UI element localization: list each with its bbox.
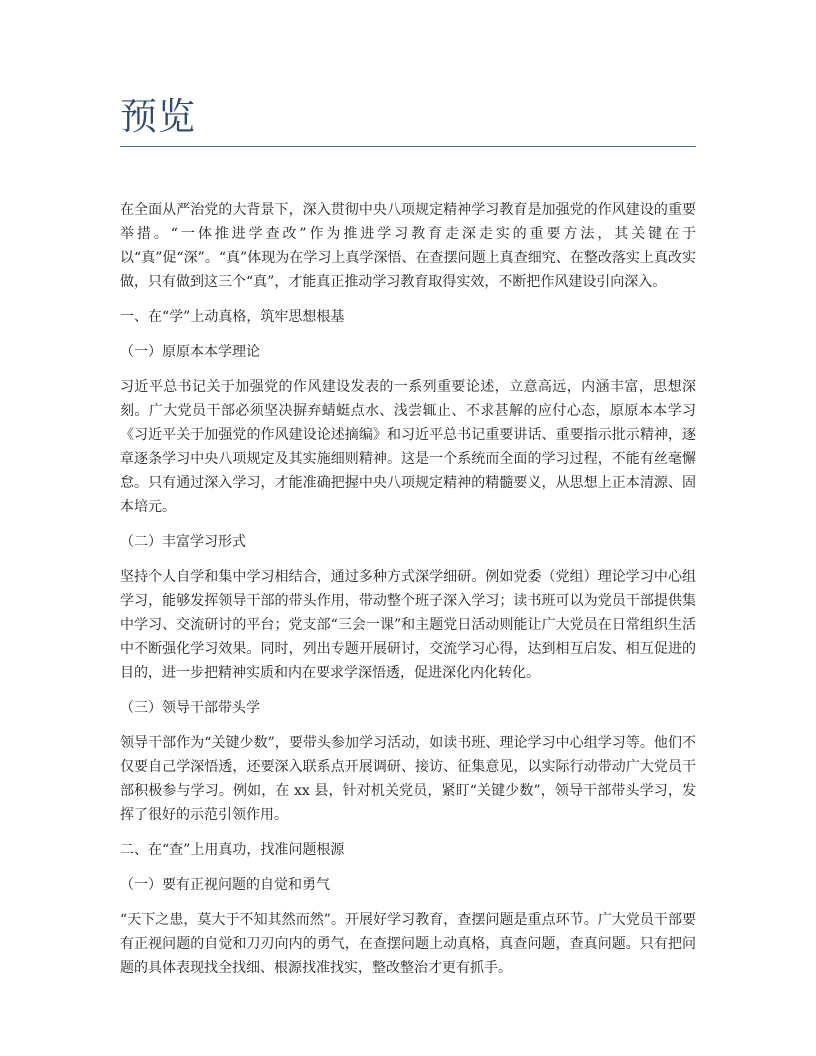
section-heading-2: 二、在“查”上用真功，找准问题根源 (120, 842, 345, 858)
subsection-heading-1-3: （三）领导干部带头学 (120, 700, 260, 716)
subsection-heading-1-1: （一）原原本本学理论 (120, 344, 260, 360)
document-title: 预览 (120, 95, 196, 138)
subsection-heading-1-2: （二）丰富学习形式 (120, 534, 246, 550)
paragraph-2-1: “天下之患，莫大于不知其然而然”。开展好学习教育，查摆问题是重点环节。广大党员干部要有正视问题的自觉和刀刃向内的勇气，在查摆问题上动真格，真查问题，查真问题。只有把问题的具体表现找全找细、根源找准找实，整改整治才更有抓手。 (120, 912, 696, 976)
paragraph-1-2: 坚持个人自学和集中学习相结合，通过多种方式深学细研。例如党委（党组）理论学习中心组学习，能够发挥领导干部的带头作用，带动整个班子深入学习；读书班可以为党员干部提供集中学习、交流研讨的平台；党支部“三会一课”和主题党日活动则能让广大党员在日常组织生活中不断强化学习效果。同时，列出专题开展研讨，交流学习心得，达到相互启发、相互促进的目的，进一步把精神实质和内在要求学深悟透，促进深化内化转化。 (120, 569, 696, 681)
document-body (120, 198, 696, 991)
paragraph-intro: 在全面从严治党的大背景下，深入贯彻中央八项规定精神学习教育是加强党的作风建设的重要举措。“一体推进学查改”作为推进学习教育走深走实的重要方法，其关键在于以“真”促“深”。“真”体现为在学习上真学深悟、在查摆问题上真查细究、在整改落实上真改实做，只有做到这三个“真”，才能真正推动学习教育取得实效，不断把作风建设引向深入。 (120, 202, 696, 290)
paragraph-1-3: 领导干部作为“关键少数”，要带头参加学习活动，如读书班、理论学习中心组学习等。他们不仅要自己学深悟透，还要深入联系点开展调研、接访、征集意见，以实际行动带动广大党员干部积极参与学习。例如，在 xx 县，针对机关党员，紧盯“关键少数”，领导干部带头学习，发挥了很好的示范引领作用。 (120, 735, 696, 823)
subsection-heading-2-1: （一）要有正视问题的自觉和勇气 (120, 877, 330, 893)
section-heading-1: 一、在“学”上动真格，筑牢思想根基 (120, 309, 345, 325)
title-divider (120, 146, 696, 147)
paragraph-1-1: 习近平总书记关于加强党的作风建设发表的一系列重要论述，立意高远，内涵丰富，思想深刻。广大党员干部必须坚决摒弃蜻蜓点水、浅尝辄止、不求甚解的应付心态，原原本本学习《习近平关于加强党的作风建设论述摘编》和习近平总书记重要讲话、重要指示批示精神，逐章逐条学习中央八项规定及其实施细则精神。这是一个系统而全面的学习过程，不能有丝毫懈怠。只有通过深入学习，才能准确把握中央八项规定精神的精髓要义，从思想上正本清源、固本培元。 (120, 379, 696, 515)
